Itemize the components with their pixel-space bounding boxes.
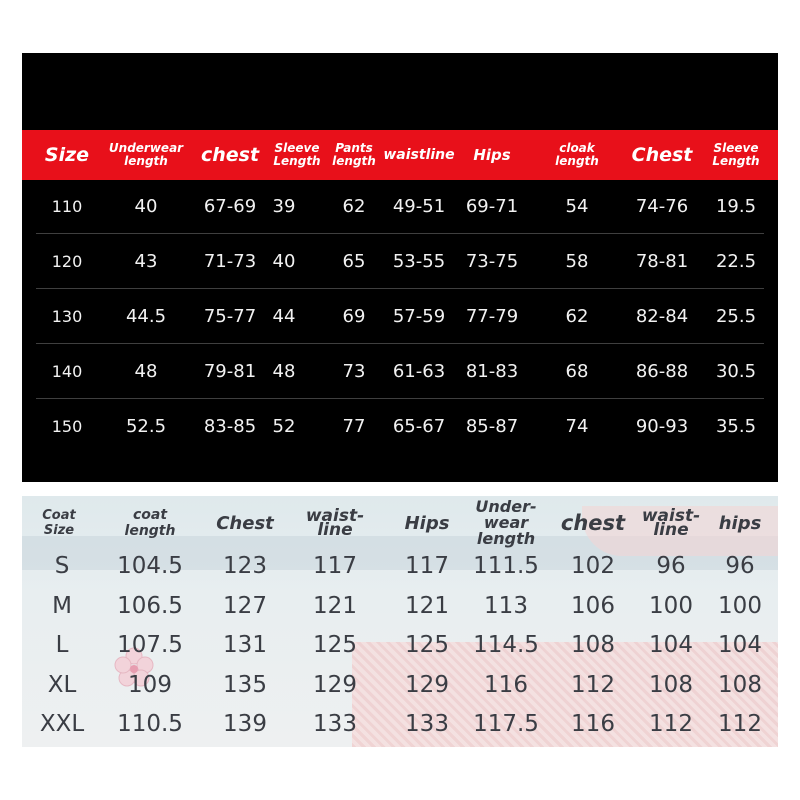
adult-table-cell: 117: [405, 553, 449, 579]
adult-table-cell: 117.5: [473, 711, 539, 737]
adult-header-chest-2: chest: [560, 511, 626, 535]
kids-table-cell: 110: [51, 197, 83, 216]
kids-table-cell: 61-63: [392, 361, 446, 382]
kids-table-cell: 79-81: [203, 361, 257, 382]
kids-table-cell: 69-71: [465, 196, 519, 217]
adult-table-cell: 117: [313, 553, 357, 579]
kids-header-chest: chest: [200, 144, 260, 166]
kids-table-header-row: [22, 130, 778, 180]
adult-table-cell: 133: [405, 711, 449, 737]
adult-table-cell: 111.5: [473, 553, 539, 579]
adult-table-cell: 106.5: [117, 592, 183, 619]
kids-size-table: [22, 53, 778, 482]
kids-table-cell: 83-85: [203, 416, 257, 437]
adult-table-cell: 100: [649, 592, 693, 619]
adult-header-hips: Hips: [404, 512, 450, 534]
kids-table-cell: 62: [565, 306, 589, 327]
kids-table-cell: 67-69: [203, 196, 257, 217]
kids-table-cell: 49-51: [392, 196, 446, 217]
adult-table-cell: XXL: [39, 711, 85, 737]
adult-table-row: [22, 705, 778, 744]
adult-table-cell: 112: [571, 671, 615, 698]
kids-table-cell: 73-75: [465, 251, 519, 272]
adult-table-cell: 108: [571, 632, 615, 658]
kids-table-cell: 65-67: [392, 416, 446, 437]
kids-table-cell: 52: [272, 416, 296, 437]
kids-table-cell: 25.5: [715, 306, 757, 327]
adult-size-table: [22, 496, 778, 747]
adult-table-cell: 104.5: [117, 553, 183, 579]
kids-table-cell: 48: [134, 361, 158, 382]
kids-table-cell: 40: [134, 196, 158, 217]
adult-table-cell: 108: [649, 671, 693, 698]
adult-header-coat-length: coat length: [124, 507, 176, 539]
adult-table-cell: 108: [718, 671, 762, 698]
adult-table-cell: 121: [405, 592, 449, 619]
kids-table-cell: 52.5: [125, 416, 167, 437]
kids-table-cell: 90-93: [635, 416, 689, 437]
adult-table-cell: 110.5: [117, 711, 183, 737]
adult-table-cell: 96: [656, 553, 686, 579]
kids-header-cloak-length: cloak length: [555, 141, 599, 168]
kids-table-cell: 43: [134, 251, 158, 272]
kids-table-cell: 68: [565, 361, 589, 382]
kids-table-row: [22, 399, 778, 454]
kids-table-cell: 65: [342, 251, 366, 272]
kids-table-row: [22, 289, 778, 344]
adult-table-cell: 100: [718, 592, 762, 619]
adult-table-cell: 125: [313, 632, 357, 658]
kids-table-row: [22, 344, 778, 399]
kids-table-cell: 74: [565, 416, 589, 437]
kids-table-cell: 48: [272, 361, 296, 382]
adult-table-cell: 131: [223, 632, 267, 658]
kids-table-cell: 81-83: [465, 361, 519, 382]
adult-table-cell: 107.5: [117, 632, 183, 658]
kids-header-underwear-length: Underwear length: [108, 141, 184, 168]
kids-table-cell: 44.5: [125, 306, 167, 327]
kids-table-cell: 86-88: [635, 361, 689, 382]
adult-table-row: [22, 626, 778, 665]
kids-table-cell: 22.5: [715, 251, 757, 272]
adult-header-hips-2: hips: [718, 512, 762, 534]
adult-table-cell: 139: [223, 711, 267, 737]
kids-table-cell: 62: [342, 196, 366, 217]
kids-table-row: [22, 179, 778, 234]
adult-table-cell: 112: [649, 711, 693, 737]
adult-header-waistline-2: waist- line: [641, 506, 701, 540]
adult-table-cell: 135: [223, 671, 267, 698]
kids-table-cell: 77: [342, 416, 366, 437]
adult-table-cell: 102: [571, 553, 615, 579]
adult-table-row: [22, 547, 778, 586]
adult-table-cell: 121: [313, 592, 357, 619]
kids-table-cell: 35.5: [715, 416, 757, 437]
adult-table-cell: 127: [223, 592, 267, 619]
adult-table-cell: 113: [484, 592, 528, 619]
kids-header-chest-2: Chest: [631, 144, 693, 166]
kids-table-cell: 120: [51, 252, 83, 271]
kids-table-cell: 82-84: [635, 306, 689, 327]
adult-table-cell: 125: [405, 632, 449, 658]
adult-table-cell: 106: [571, 592, 615, 619]
kids-table-cell: 39: [272, 196, 296, 217]
kids-header-pants-length: Pants length: [332, 141, 376, 168]
kids-table-cell: 19.5: [715, 196, 757, 217]
kids-table-cell: 140: [51, 362, 83, 381]
kids-header-sleeve-length: Sleeve Length: [273, 141, 321, 168]
adult-header-coat-size: Coat Size: [42, 508, 76, 538]
adult-table-cell: 104: [718, 632, 762, 658]
adult-table-cell: 104: [649, 632, 693, 658]
adult-table-cell: 112: [718, 711, 762, 737]
kids-table-cell: 85-87: [465, 416, 519, 437]
kids-table-cell: 150: [51, 417, 83, 436]
kids-table-cell: 44: [272, 306, 296, 327]
adult-table-cell: XL: [47, 671, 77, 698]
adult-table-cell: 109: [128, 671, 172, 698]
adult-table-cell: 129: [313, 671, 357, 698]
kids-table-row: [22, 234, 778, 289]
adult-table-row: [22, 666, 778, 705]
kids-table-cell: 30.5: [715, 361, 757, 382]
kids-table-cell: 54: [565, 196, 589, 217]
kids-header-size: Size: [44, 144, 90, 166]
kids-header-sleeve-length-2: Sleeve Length: [712, 141, 760, 168]
kids-table-cell: 75-77: [203, 306, 257, 327]
adult-header-underwear-length: Under- wear length: [475, 497, 537, 548]
kids-table-cell: 71-73: [203, 251, 257, 272]
adult-table-cell: L: [55, 632, 69, 658]
kids-table-cell: 69: [342, 306, 366, 327]
kids-table-cell: 57-59: [392, 306, 446, 327]
kids-table-cell: 78-81: [635, 251, 689, 272]
adult-table-cell: 114.5: [473, 632, 539, 658]
kids-table-cell: 73: [342, 361, 366, 382]
adult-header-waistline: waist- line: [305, 506, 365, 540]
adult-table-cell: 129: [405, 671, 449, 698]
kids-header-hips: Hips: [473, 146, 511, 164]
kids-table-cell: 74-76: [635, 196, 689, 217]
adult-header-chest: Chest: [216, 512, 274, 534]
kids-table-cell: 53-55: [392, 251, 446, 272]
adult-table-cell: 116: [484, 671, 528, 698]
adult-table-cell: S: [54, 553, 70, 579]
adult-table-cell: 116: [571, 711, 615, 737]
kids-table-cell: 130: [51, 307, 83, 326]
adult-table-cell: 133: [313, 711, 357, 737]
adult-table-cell: 123: [223, 553, 267, 579]
adult-table-cell: 96: [725, 553, 755, 579]
kids-header-waistline: waistline: [383, 147, 455, 163]
kids-table-cell: 58: [565, 251, 589, 272]
adult-table-header-row: [22, 496, 778, 550]
kids-table-cell: 40: [272, 251, 296, 272]
adult-table-row: [22, 587, 778, 626]
adult-table-cell: M: [52, 592, 72, 619]
kids-table-cell: 77-79: [465, 306, 519, 327]
